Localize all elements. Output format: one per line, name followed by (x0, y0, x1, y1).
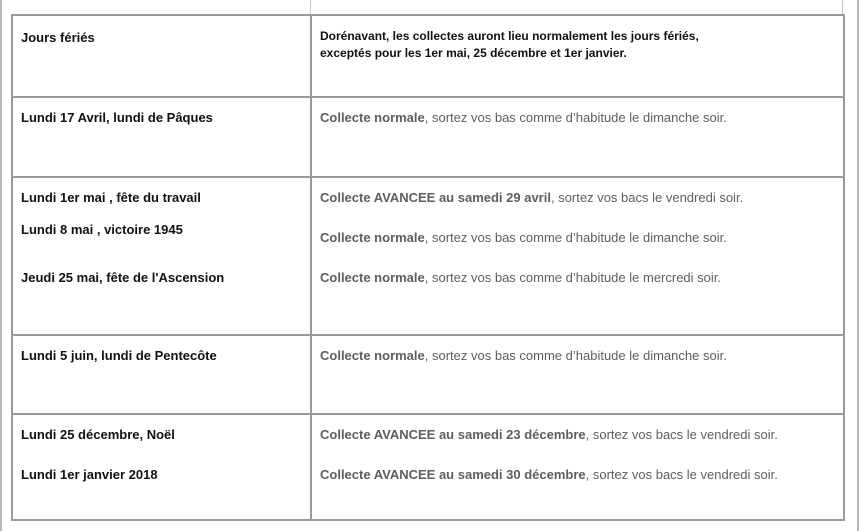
collection-note (320, 270, 835, 286)
holiday-day: Lundi 17 Avril, lundi de Pâques (21, 110, 213, 125)
collection-instruction: , sortez vos bas comme d’habitude le dimanche soir. (424, 230, 727, 245)
holiday-day: Lundi 25 décembre, Noël (21, 427, 175, 442)
collection-instruction: , sortez vos bas comme d’habitude le dimanche soir. (424, 110, 727, 125)
header-cell-intro (311, 15, 844, 97)
holiday-day: Lundi 5 juin, lundi de Pentecôte (21, 348, 217, 363)
intro-text (320, 28, 835, 62)
holiday-day: Jeudi 25 mai, fête de l'Ascension (21, 270, 225, 285)
collection-note (320, 467, 835, 483)
collection-note (320, 348, 835, 364)
collection-instruction: , sortez vos bacs le vendredi soir. (550, 190, 744, 205)
table-row (12, 335, 844, 414)
holiday-day: Lundi 8 mai , victoire 1945 (21, 222, 183, 237)
table-row (12, 414, 844, 520)
holiday-day: Lundi 1er mai , fête du travail (21, 190, 201, 205)
table-row (12, 97, 844, 177)
column-tick (842, 0, 843, 14)
notes-cell (311, 335, 844, 414)
collection-instruction: , sortez vos bacs le vendredi soir. (585, 467, 778, 482)
holiday-day: Lundi 1er janvier 2018 (21, 467, 158, 482)
days-cell (12, 414, 311, 520)
collection-status: Collecte normale (320, 348, 425, 363)
collection-instruction: , sortez vos bacs le vendredi soir. (585, 427, 778, 442)
table-header-row (12, 15, 844, 97)
header-cell-holidays (12, 15, 311, 97)
column-tick (310, 0, 311, 14)
collection-instruction: , sortez vos bas comme d’habitude le mercredi soir. (424, 270, 722, 285)
days-cell (12, 97, 311, 177)
table-row (12, 177, 844, 335)
collection-status: Collecte AVANCEE au samedi 23 décembre (320, 427, 586, 442)
collection-note (320, 230, 835, 246)
notes-cell (311, 177, 844, 335)
intro-line: exceptés pour les 1er mai, 25 décembre et 1er janvier. (320, 46, 627, 60)
notes-cell (311, 414, 844, 520)
column-header-holidays: Jours fériés (21, 30, 95, 45)
page-edge-left (0, 0, 2, 531)
holiday-collection-table (11, 14, 845, 521)
days-cell (12, 177, 311, 335)
collection-status: Collecte AVANCEE au samedi 29 avril (320, 190, 551, 205)
notes-cell (311, 97, 844, 177)
collection-status: Collecte AVANCEE au samedi 30 décembre (320, 467, 586, 482)
collection-status: Collecte normale (320, 110, 425, 125)
intro-line: Dorénavant, les collectes auront lieu normalement les jours fériés, (320, 29, 699, 43)
collection-status: Collecte normale (320, 230, 425, 245)
collection-instruction: , sortez vos bas comme d’habitude le dimanche soir. (424, 348, 727, 363)
collection-note (320, 110, 835, 126)
collection-note (320, 427, 835, 443)
collection-note (320, 190, 835, 206)
days-cell (12, 335, 311, 414)
collection-status: Collecte normale (320, 270, 425, 285)
